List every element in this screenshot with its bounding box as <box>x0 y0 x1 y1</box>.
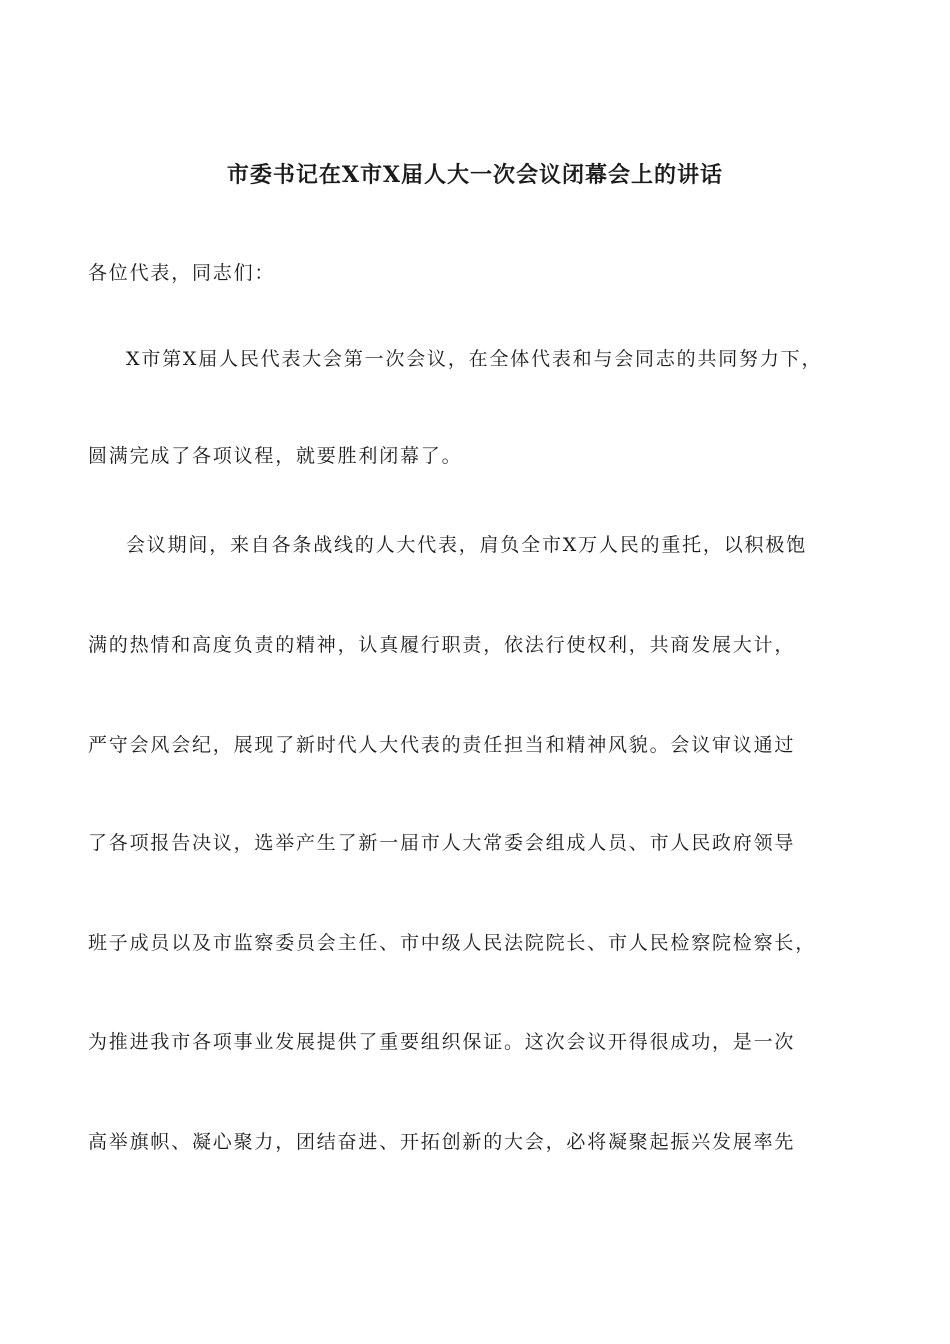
paragraph-line: 满的热情和高度负责的精神，认真履行职责，依法行使权利，共商发展大计， <box>88 634 796 656</box>
salutation: 各位代表，同志们： <box>88 262 276 284</box>
paragraph-line: 严守会风会纪，展现了新时代人大代表的责任担当和精神风貌。会议审议通过 <box>88 734 796 756</box>
paragraph-line: 为推进我市各项事业发展提供了重要组织保证。这次会议开得很成功，是一次 <box>88 1031 796 1053</box>
paragraph-line: 了各项报告决议，选举产生了新一届市人大常委会组成人员、市人民政府领导 <box>88 832 796 854</box>
document-title: 市委书记在X市X届人大一次会议闭幕会上的讲话 <box>226 162 724 188</box>
paragraph-line: X市第X届人民代表大会第一次会议，在全体代表和与会同志的共同努力下， <box>126 348 823 370</box>
paragraph-line: 圆满完成了各项议程，就要胜利闭幕了。 <box>88 445 463 467</box>
paragraph-line: 会议期间，来自各条战线的人大代表，肩负全市X万人民的重托，以积极饱 <box>126 534 807 556</box>
paragraph-line: 班子成员以及市监察委员会主任、市中级人民法院院长、市人民检察院检察长， <box>88 932 817 954</box>
paragraph-line: 高举旗帜、凝心聚力，团结奋进、开拓创新的大会，必将凝聚起振兴发展率先 <box>88 1131 796 1153</box>
